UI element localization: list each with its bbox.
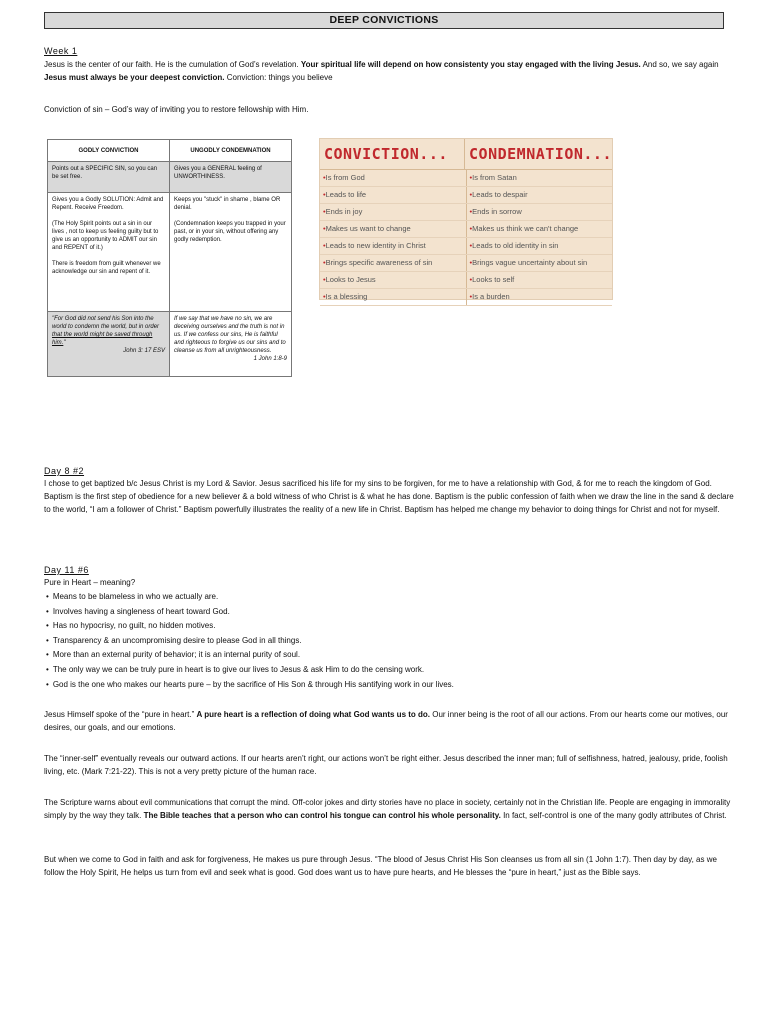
week1-conviction-of-sin: Conviction of sin – God’s way of inviting you to restore fellowship with Him. xyxy=(44,105,309,114)
condemnation-header: CONDEMNATION... xyxy=(469,145,612,163)
cell-text: Leads to life xyxy=(325,190,367,199)
cell-text: Ends in sorrow xyxy=(472,207,522,216)
list-item: • Has no hypocrisy, no guilt, no hidden motives. xyxy=(46,619,454,634)
week1-text-e: Conviction: things you believe xyxy=(224,73,333,82)
list-item: • More than an external purity of behavior; it is an internal purity of soul. xyxy=(46,648,454,663)
bullet-icon: • xyxy=(323,258,326,267)
table-row xyxy=(320,255,612,272)
day11-paragraph-3 xyxy=(44,796,734,822)
table-cell xyxy=(48,312,170,377)
cell-text: Ends in joy xyxy=(325,207,363,216)
cell-text: Makes us think we can't change xyxy=(472,224,579,233)
cell-text: "For God did not send his Son into the world to condemn the world, but in order xyxy=(52,316,160,330)
table-row xyxy=(320,170,612,187)
condemnation-cell xyxy=(467,221,613,237)
cell-text: Brings vague uncertainty about sin xyxy=(472,258,588,267)
day8-heading: Day 8 #2 xyxy=(44,466,85,476)
conviction-cell xyxy=(320,187,467,203)
conviction-cell xyxy=(320,204,467,220)
bullet-icon: • xyxy=(323,224,326,233)
table-row xyxy=(320,204,612,221)
cell-text: Leads to new identity in Christ xyxy=(325,241,426,250)
table-row xyxy=(320,272,612,289)
cell-text: " xyxy=(63,340,66,346)
text: In fact, self-control is one of the many godly attributes of Christ. xyxy=(500,811,727,820)
day11-heading: Day 11 #6 xyxy=(44,565,89,575)
week1-text-a: Jesus is the center of our faith. He is the cumulation of God’s revelation. xyxy=(44,60,301,69)
week1-heading: Week 1 xyxy=(44,46,78,56)
list-item: • Transparency & an uncompromising desire to please God in all things. xyxy=(46,634,454,649)
condemnation-cell xyxy=(467,289,613,305)
cell-text: Keeps you "stuck" in shame , blame OR denial. xyxy=(174,197,281,211)
cell-text: Is from Satan xyxy=(472,173,517,182)
text: Jesus Himself spoke of the “pure in heart.” xyxy=(44,710,197,719)
godly-conviction-table xyxy=(47,139,292,377)
week1-paragraph xyxy=(44,58,734,84)
table-header-ungodly: UNGODLY CONDEMNATION xyxy=(170,140,292,162)
bullet-icon: • xyxy=(469,241,473,250)
conviction-cell xyxy=(320,238,467,254)
bullet-icon: • xyxy=(323,241,326,250)
week1-text-d: Jesus must always be your deepest conviction. xyxy=(44,73,225,82)
cell-text: Leads to old identity in sin xyxy=(472,241,559,250)
list-item: • God is the one who makes our hearts pure – by the sacrifice of His Son & through His santifying work in our lives. xyxy=(46,678,454,693)
bullet-icon: • xyxy=(469,275,473,284)
bullet-icon: • xyxy=(323,292,326,301)
table-cell xyxy=(170,193,292,312)
cell-text: Brings specific awareness of sin xyxy=(325,258,433,267)
table-cell: Gives you a GENERAL feeling of UNWORTHINESS. xyxy=(170,162,292,193)
table-cell xyxy=(170,312,292,377)
conviction-cell xyxy=(320,255,467,271)
page-title: DEEP CONVICTIONS xyxy=(44,12,724,29)
cell-text: There is freedom from guilt whenever we acknowledge our sin and repent of it. xyxy=(52,261,161,275)
bullet-icon: • xyxy=(323,275,326,284)
week1-text-c: And so, we say again xyxy=(640,60,719,69)
bullet-icon: • xyxy=(469,224,473,233)
cell-text: Is a burden xyxy=(472,292,510,301)
pure-in-heart-list xyxy=(46,590,454,692)
list-item: • The only way we can be truly pure in heart is to give our lives to Jesus & ask Him to do the censing work. xyxy=(46,663,454,678)
conviction-header: CONVICTION... xyxy=(320,139,465,169)
cell-text: Makes us want to change xyxy=(325,224,411,233)
day11-paragraph-1 xyxy=(44,708,734,734)
condemnation-cell xyxy=(467,255,613,271)
table-row xyxy=(320,238,612,255)
conviction-cell xyxy=(320,170,467,186)
cell-text: Gives you a Godly SOLUTION: Admit and Repent. Receive Freedom. xyxy=(52,197,164,211)
condemnation-cell xyxy=(467,170,613,186)
cell-text: If we say that we have no sin, we are deceiving ourselves and the truth is not in us. If we confess our sins, He is faithful and righteous to forgive us our sins and to cleanse us from all unrighteousness. xyxy=(174,316,286,354)
table-row xyxy=(320,221,612,238)
cell-text: Is a blessing xyxy=(325,292,368,301)
table-row xyxy=(320,289,612,306)
bullet-icon: • xyxy=(323,207,326,216)
table-body xyxy=(320,170,612,306)
table-row xyxy=(48,193,292,312)
list-item: • Means to be blameless in who we actually are. xyxy=(46,590,454,605)
scripture-reference: John 3: 17 ESV xyxy=(123,348,165,354)
table-cell: Points out a SPECIFIC SIN, so you can be set free. xyxy=(48,162,170,193)
bullet-icon: • xyxy=(323,190,326,199)
day11-paragraph-2: The “inner-self” eventually reveals our outward actions. If our hearts aren’t right, our actions won’t be right either. Jesus described the inner man; full of selfishness, hatred, jealousy, pride, foolish living, etc. (Mark 7:21-22). This is not a very pretty picture of the human race. xyxy=(44,754,728,776)
condemnation-cell xyxy=(467,204,613,220)
day11-paragraph-4: But when we come to God in faith and ask for forgiveness, He makes us pure through Jesus. “The blood of Jesus Christ His Son cleanses us from all sin (1 John 1:7). Then day by day, as we follow the Holy Spirit, He helps us turn from evil and seek what is good. God does want us to have pure hearts, and He blesses the “pure in heart,” just as the Bible says. xyxy=(44,855,717,877)
bullet-icon: • xyxy=(323,173,326,182)
bullet-icon: • xyxy=(469,292,473,301)
text-bold: The Bible teaches that a person who can control his tongue can control his whole personality. xyxy=(143,811,501,820)
cell-text: Leads to despair xyxy=(472,190,528,199)
table-row xyxy=(320,187,612,204)
conviction-cell xyxy=(320,221,467,237)
conviction-condemnation-table xyxy=(319,138,613,300)
condemnation-cell xyxy=(467,187,613,203)
text: The Scripture warns about evil communications that corrupt the mind. Off-color jokes and dirty stories have no place in society, certainly not in the Christian life. People are engaging in immorality simply by the way they talk. xyxy=(44,798,731,820)
table-header xyxy=(320,139,612,170)
week1-text-b: Your spiritual life will depend on how consistenty you stay engaged with the living Jesus. xyxy=(300,60,641,69)
day11-subheading: Pure in Heart – meaning? xyxy=(44,578,136,587)
condemnation-cell xyxy=(467,238,613,254)
bullet-icon: • xyxy=(469,173,473,182)
day8-paragraph: I chose to get baptized b/c Jesus Christ is my Lord & Savior. Jesus sacrificed his life for my sins to be forgiven, for me to have a relationship with God, & for me to reach the kingdom of God. Baptism is the first step of obedience for a new believer & a bold witness of who Christ is & what he has done. Baptism is the public confession of faith when we draw the line in the sand & declare to the world, “I am a follower of Christ.” Baptism powerfully illustrates the reality of a new life in Christ. Baptism has helped me change my behavior to doing things for Christ and not for myself. xyxy=(44,479,734,514)
condemnation-cell xyxy=(467,272,613,288)
conviction-cell xyxy=(320,272,467,288)
list-item: • Involves having a singleness of heart toward God. xyxy=(46,605,454,620)
cell-text: (The Holy Spirit points out a sin in our lives , not to keep us feeling guilty but to give us an opportunity to ADMIT our sin and REPENT of it.) xyxy=(52,221,159,251)
cell-text: Looks to Jesus xyxy=(325,275,376,284)
table-row xyxy=(48,312,292,377)
bullet-icon: • xyxy=(469,207,473,216)
bullet-icon: • xyxy=(469,258,473,267)
text: Our inner being is the root of all our actions. From our hearts come our motives, our desires, our goals, and our emotions. xyxy=(44,710,728,732)
bullet-icon: • xyxy=(469,190,473,199)
text-bold: A pure heart is a reflection of doing what God wants us to do. xyxy=(196,710,431,719)
cell-text: Is from God xyxy=(325,173,365,182)
table-row xyxy=(48,162,292,193)
table-header-godly: GODLY CONVICTION xyxy=(48,140,170,162)
cell-text: Looks to self xyxy=(472,275,515,284)
conviction-cell xyxy=(320,289,467,305)
cell-text-underlined: that the world might be saved through him. xyxy=(52,332,153,346)
table-cell xyxy=(48,193,170,312)
scripture-reference: 1 John 1:8-9 xyxy=(253,356,287,362)
cell-text: (Condemnation keeps you trapped in your past, or in your sin, without offering any godly redemption. xyxy=(174,221,286,243)
